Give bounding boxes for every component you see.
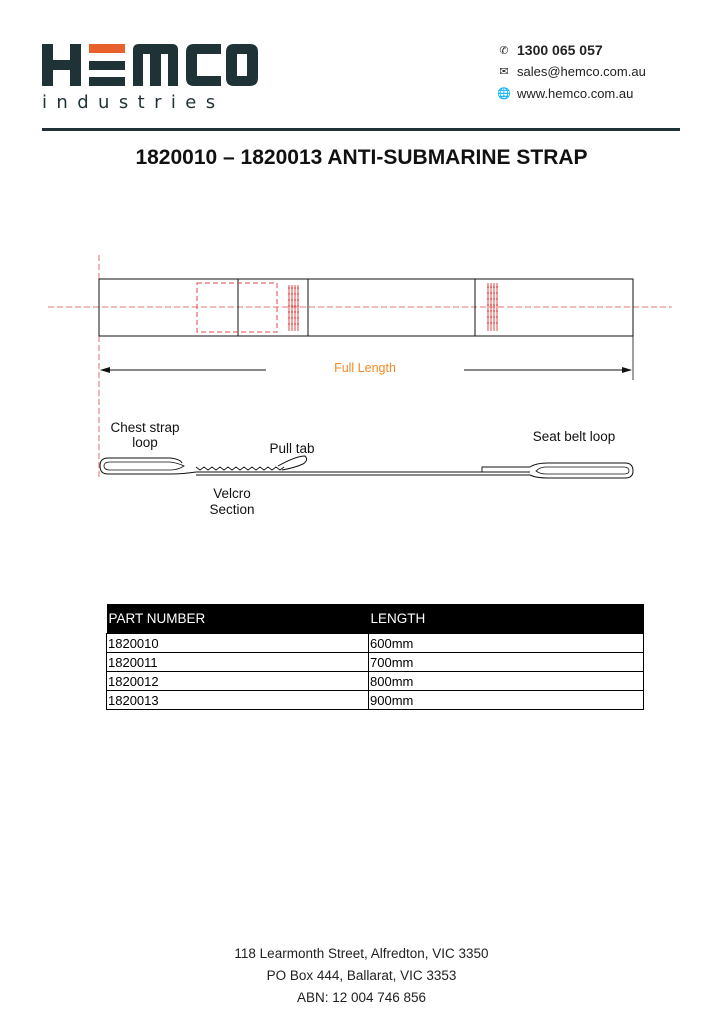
table-header-row — [107, 604, 644, 634]
page-title: 1820010 – 1820013 ANTI-SUBMARINE STRAP — [135, 146, 588, 169]
part-number-cell: 1820012 — [107, 672, 369, 691]
seat-belt-tail — [482, 467, 530, 472]
length-cell: 700mm — [369, 653, 644, 672]
website-contact[interactable] — [497, 86, 633, 101]
velcro-outline — [197, 283, 277, 332]
velcro-label: Velcro — [213, 486, 251, 501]
envelope-icon: ✉ — [499, 66, 509, 78]
logo-subtext: industries — [42, 92, 225, 113]
chest-strap-label: Chest strap — [110, 420, 180, 435]
arrow-left-icon — [100, 367, 110, 373]
seat-belt-loop — [530, 463, 633, 478]
table-row — [107, 653, 644, 672]
length-cell: 800mm — [369, 672, 644, 691]
strap-top-view — [99, 279, 633, 336]
email-contact[interactable] — [497, 64, 646, 79]
globe-icon: 🌐 — [497, 88, 511, 100]
phone-contact[interactable] — [497, 42, 603, 58]
part-number-cell: 1820011 — [107, 653, 369, 672]
email-address[interactable]: sales@hemco.com.au — [517, 64, 646, 79]
velcro-section-label: Section — [209, 502, 255, 517]
website-link[interactable]: www.hemco.com.au — [517, 86, 634, 101]
header-length: LENGTH — [369, 604, 644, 634]
pull-tab-label: Pull tab — [269, 441, 315, 456]
phone-number[interactable]: 1300 065 057 — [517, 42, 603, 58]
header-divider — [42, 128, 680, 131]
hemco-logo — [40, 40, 260, 90]
strap-diagram — [0, 250, 723, 530]
chest-strap-label-loop: loop — [132, 435, 158, 450]
length-cell: 600mm — [369, 634, 644, 653]
phone-icon: ✆ — [499, 44, 509, 57]
chest-strap-loop — [100, 458, 196, 474]
part-number-cell: 1820013 — [107, 691, 369, 710]
part-number-cell: 1820010 — [107, 634, 369, 653]
table-row — [107, 691, 644, 710]
velcro-teeth — [196, 467, 284, 470]
header-part-number: PART NUMBER — [107, 604, 369, 634]
stitching-left — [288, 285, 299, 331]
full-length-label: Full Length — [334, 361, 396, 375]
footer-street-address: 118 Learmonth Street, Alfredton, VIC 3350 — [234, 946, 489, 961]
footer-abn: ABN: 12 004 746 856 — [296, 990, 427, 1005]
part-length-table — [106, 604, 644, 710]
seat-belt-label: Seat belt loop — [532, 429, 616, 444]
table-row — [107, 634, 644, 653]
arrow-right-icon — [622, 367, 632, 373]
footer-po-box: PO Box 444, Ballarat, VIC 3353 — [266, 968, 457, 983]
table-row — [107, 672, 644, 691]
length-cell: 900mm — [369, 691, 644, 710]
